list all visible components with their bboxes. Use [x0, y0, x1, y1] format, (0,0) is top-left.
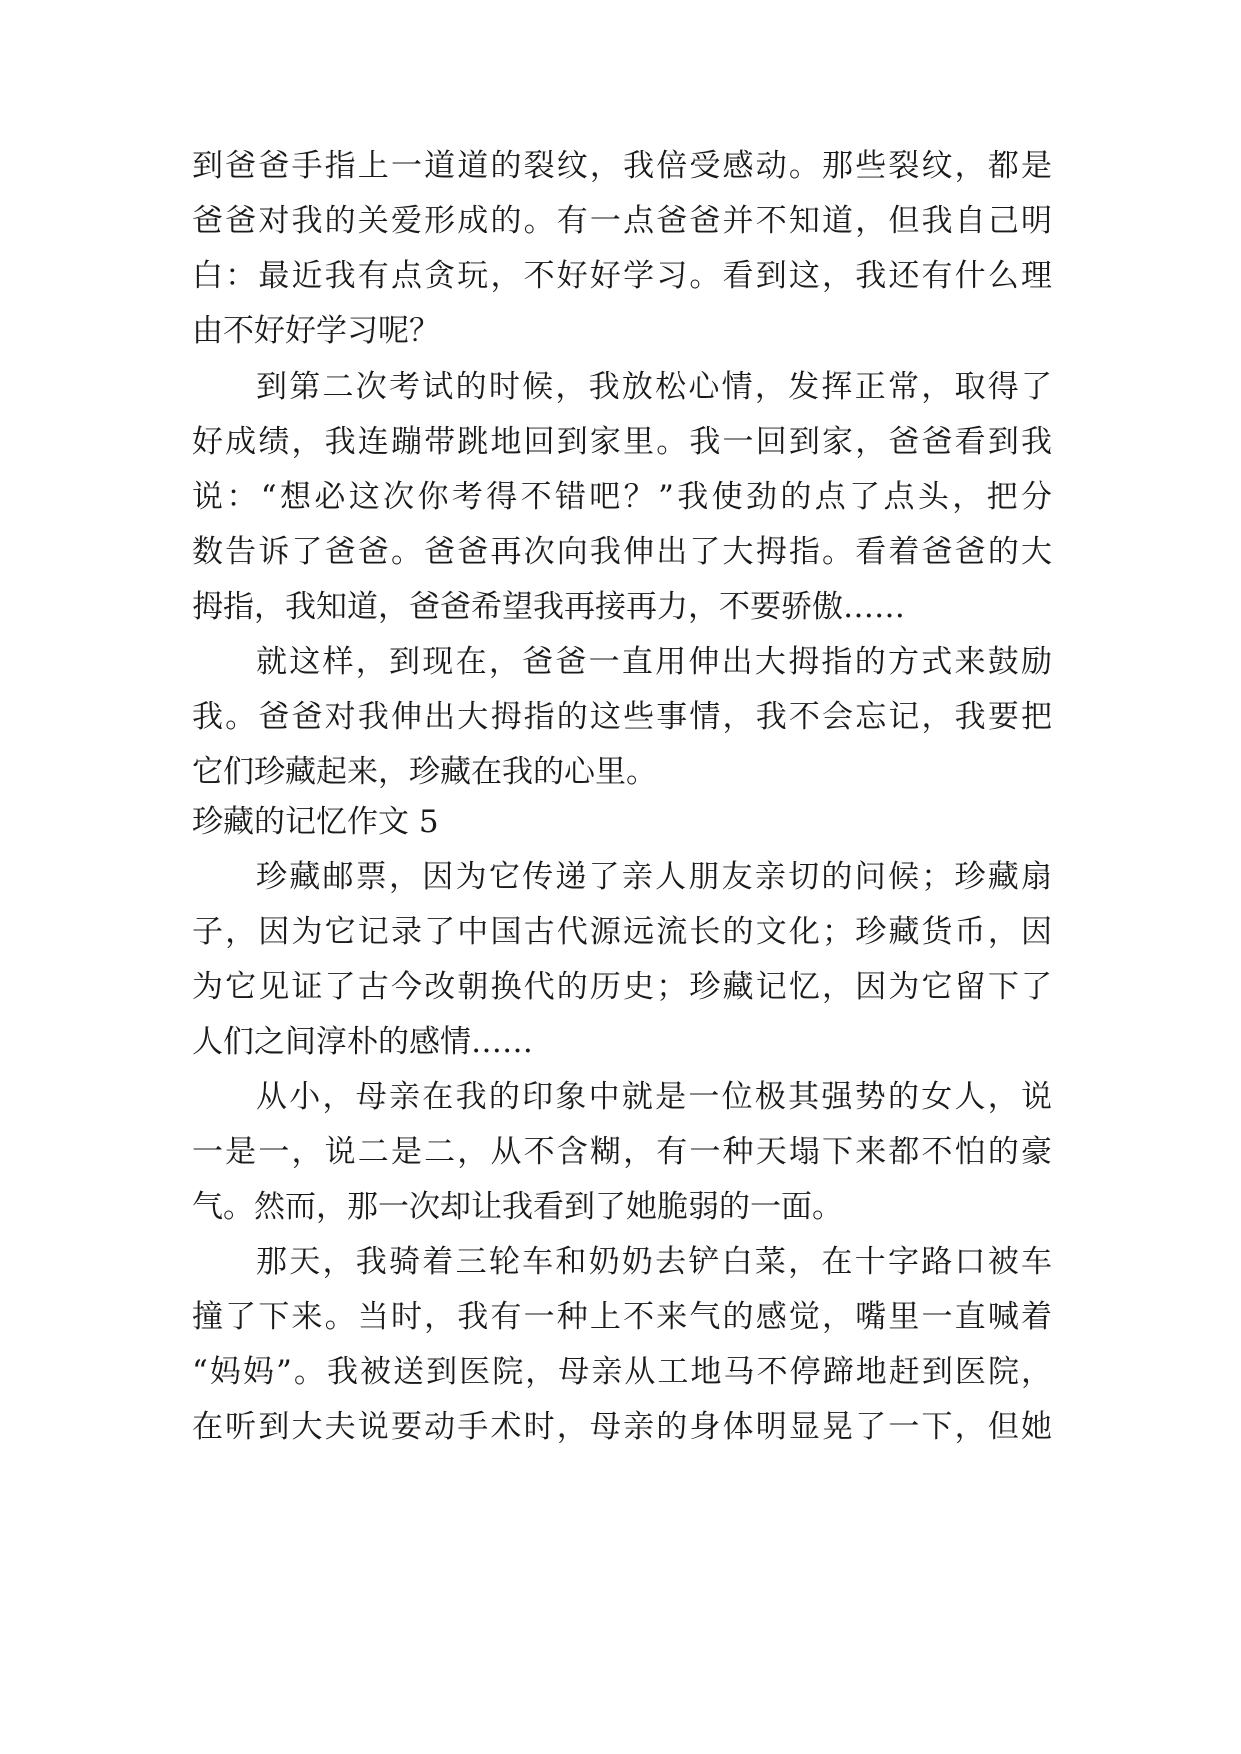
paragraph-line: 我。爸爸对我伸出大拇指的这些事情，我不会忘记，我要把	[192, 699, 1052, 735]
paragraph-line: 拇指，我知道，爸爸希望我再接再力，不要骄傲……	[192, 589, 905, 625]
paragraph-first-line: 就这样，到现在，爸爸一直用伸出大拇指的方式来鼓励	[256, 644, 1052, 680]
paragraph-line: 爸爸对我的关爱形成的。有一点爸爸并不知道，但我自己明	[192, 203, 1052, 239]
paragraph-line: 它们珍藏起来，珍藏在我的心里。	[192, 754, 657, 790]
paragraph-line: 好成绩，我连蹦带跳地回到家里。我一回到家，爸爸看到我	[192, 424, 1052, 460]
paragraph-line: 气。然而，那一次却让我看到了她脆弱的一面。	[192, 1189, 843, 1225]
paragraph-first-line: 珍藏邮票，因为它传递了亲人朋友亲切的问候；珍藏扇	[256, 859, 1052, 895]
paragraph-first-line: 从小，母亲在我的印象中就是一位极其强势的女人，说	[256, 1079, 1052, 1115]
paragraph-first-line: 到第二次考试的时候，我放松心情，发挥正常，取得了	[256, 369, 1052, 405]
paragraph-line: 说：“想必这次你考得不错吧？”我使劲的点了点头，把分	[192, 479, 1052, 515]
paragraph-line: 一是一，说二是二，从不含糊，有一种天塌下来都不怕的豪	[192, 1134, 1052, 1170]
paragraph-line: 由不好好学习呢？	[192, 313, 440, 349]
paragraph-line: 为它见证了古今改朝换代的历史；珍藏记忆，因为它留下了	[192, 969, 1052, 1005]
paragraph-line: 数告诉了爸爸。爸爸再次向我伸出了大拇指。看着爸爸的大	[192, 534, 1052, 570]
paragraph-line: 子，因为它记录了中国古代源远流长的文化；珍藏货币，因	[192, 914, 1052, 950]
paragraph-line: 在听到大夫说要动手术时，母亲的身体明显晃了一下，但她	[192, 1409, 1052, 1445]
paragraph-line: 白：最近我有点贪玩，不好好学习。看到这，我还有什么理	[192, 258, 1052, 294]
paragraph-line: 人们之间淳朴的感情……	[192, 1024, 533, 1060]
paragraph-first-line: 那天，我骑着三轮车和奶奶去铲白菜，在十字路口被车	[256, 1244, 1052, 1280]
paragraph-line: 到爸爸手指上一道道的裂纹，我倍受感动。那些裂纹，都是	[192, 148, 1052, 184]
section-heading: 珍藏的记忆作文 5	[192, 804, 439, 840]
paragraph-line: “妈妈”。我被送到医院，母亲从工地马不停蹄地赶到医院，	[192, 1354, 1052, 1390]
paragraph-line: 撞了下来。当时，我有一种上不来气的感觉，嘴里一直喊着	[192, 1299, 1052, 1335]
